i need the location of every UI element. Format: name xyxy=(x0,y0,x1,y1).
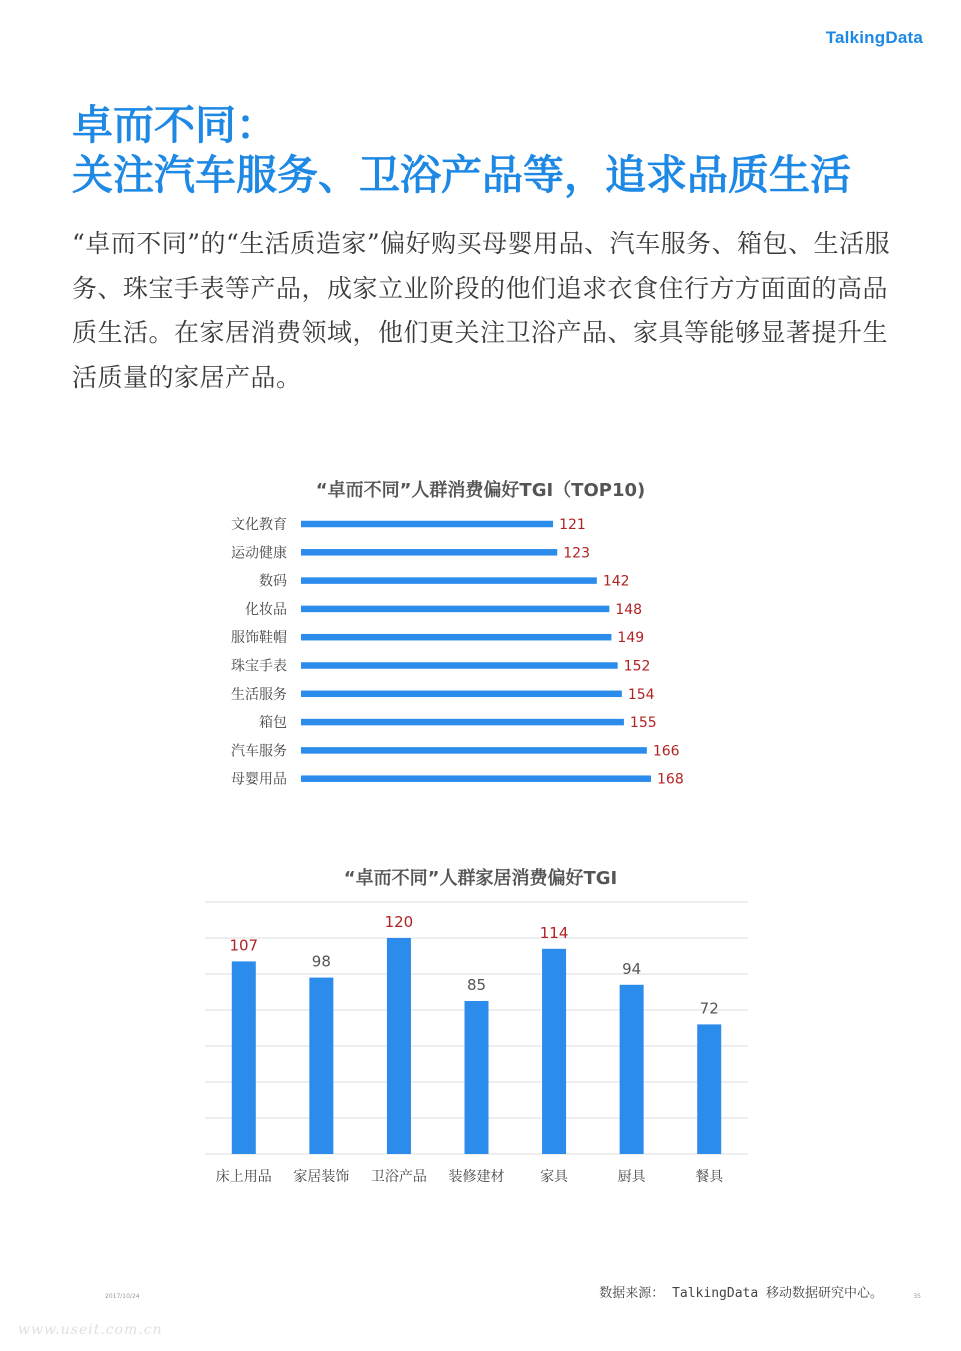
bar xyxy=(697,1024,721,1154)
category-label: 化妆品 xyxy=(245,601,287,618)
category-label: 家居装饰 xyxy=(293,1169,350,1185)
category-label: 运动健康 xyxy=(231,545,287,562)
bar xyxy=(301,775,651,782)
category-label: 厨具 xyxy=(617,1169,646,1185)
category-label: 生活服务 xyxy=(231,686,287,703)
category-label: 床上用品 xyxy=(215,1169,272,1185)
body-paragraph: “卓而不同”的“生活质造家”偏好购买母婴用品、汽车服务、箱包、生活服务、珠宝手表等产品，成家立业阶段的他们追求衣食住行方方面面的高品质生活。在家居消费领域，他们更关注卫浴产品、家具等能够显著提升生活质量的家居产品。 xyxy=(72,229,891,392)
bar xyxy=(309,978,333,1154)
category-label: 数码 xyxy=(259,573,287,590)
data-label: 114 xyxy=(539,923,569,942)
data-label: 149 xyxy=(617,630,645,647)
category-label: 箱包 xyxy=(259,715,287,732)
page-title-line2: 关注汽车服务、卫浴产品等，追求品质生活 xyxy=(72,151,851,199)
bar xyxy=(301,634,611,641)
bar xyxy=(465,1001,489,1154)
data-label: 85 xyxy=(466,976,487,994)
data-label: 72 xyxy=(699,999,719,1018)
category-label: 母婴用品 xyxy=(231,771,287,788)
bar xyxy=(542,949,566,1154)
category-label: 餐具 xyxy=(695,1169,724,1185)
bar xyxy=(232,961,256,1154)
talkingdata-logo: TalkingData xyxy=(825,28,923,47)
bar xyxy=(301,577,597,584)
page-title-line1: 卓而不同： xyxy=(72,101,277,149)
category-label: 汽车服务 xyxy=(231,743,287,760)
data-label: 107 xyxy=(229,936,259,955)
bar xyxy=(301,606,609,613)
data-label: 155 xyxy=(629,715,657,732)
data-source: 数据来源： TalkingData 移动数据研究中心。 xyxy=(599,1286,883,1301)
bar xyxy=(301,691,622,698)
data-label: 120 xyxy=(384,913,414,931)
data-label: 121 xyxy=(559,517,586,533)
data-label: 98 xyxy=(311,952,331,971)
category-label: 服饰鞋帽 xyxy=(231,630,287,647)
data-label: 168 xyxy=(657,771,684,788)
consumption-tgi-bar-chart xyxy=(0,510,961,800)
footer-date: 2017/10/24 xyxy=(105,1293,140,1300)
category-label: 装修建材 xyxy=(448,1169,505,1185)
chart2-title: “卓而不同”人群家居消费偏好TGI xyxy=(343,868,618,889)
data-label: 152 xyxy=(623,658,651,675)
data-label: 166 xyxy=(652,743,680,760)
bar xyxy=(301,747,647,754)
data-label: 154 xyxy=(627,686,655,703)
category-label: 文化教育 xyxy=(231,517,287,533)
category-label: 卫浴产品 xyxy=(370,1169,427,1185)
data-label: 123 xyxy=(563,545,590,562)
data-label: 142 xyxy=(602,573,630,590)
data-label: 94 xyxy=(622,959,642,978)
bar xyxy=(301,719,624,726)
page-title xyxy=(72,100,932,200)
chart1-title: “卓而不同”人群消费偏好TGI（TOP10) xyxy=(315,480,646,501)
bar xyxy=(387,938,411,1154)
category-label: 珠宝手表 xyxy=(231,658,287,675)
bar xyxy=(301,662,618,669)
bar xyxy=(301,521,553,528)
home-consumption-tgi-bar-chart xyxy=(0,900,961,1200)
page-number: 35 xyxy=(913,1293,921,1300)
data-label: 148 xyxy=(615,601,643,618)
bar xyxy=(620,985,644,1154)
category-label: 家具 xyxy=(540,1169,569,1185)
bar xyxy=(301,549,557,556)
watermark: www.useit.com.cn xyxy=(18,1322,163,1338)
